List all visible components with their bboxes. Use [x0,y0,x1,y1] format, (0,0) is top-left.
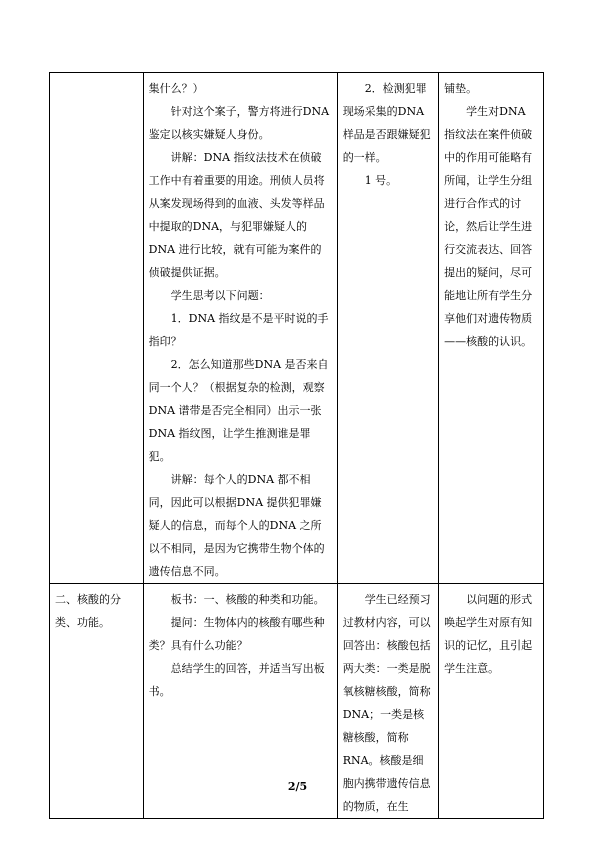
design-intent-cell [439,73,544,584]
paragraph: 总结学生的回答，并适当写出板书。 [148,662,325,698]
paragraph: 2．检测犯罪现场采集的DNA 样品是否跟嫌疑犯的一样。 [342,82,431,164]
student-activity-cell [337,73,438,584]
paragraph: 提问：生物体内的核酸有哪些种类？具有什么功能？ [148,616,325,652]
table-row [50,73,544,584]
paragraph: 以问题的形式唤起学生对原有知识的记忆，且引起学生注意。 [444,593,533,675]
paragraph: 学生已经预习过教材内容，可以回答出：核酸包括两大类：一类是脱氧核糖核酸，简称DNA；一类是核糖核酸，简称 RNA。核酸是细胞内携带遗传信息的物质，在生 [342,593,431,813]
paragraph: 铺垫。 [444,82,478,95]
page-number: 2/5 [287,780,308,793]
paragraph: 讲解：DNA 指纹法技术在侦破工作中有着重要的用途。刑侦人员将从案发现场得到的血液、头发等样品中提取的DNA，与犯罪嫌疑人的DNA 进行比较，就有可能为案件的侦破提供证据。 [148,151,325,279]
section-title: 二、核酸的分类、功能。 [55,593,121,629]
paragraph: 板书：一、核酸的种类和功能。 [170,593,325,606]
lesson-plan-table [49,72,544,819]
paragraph: 1 号。 [364,174,398,187]
paragraph: 2．怎么知道那些DNA 是否来自同一个人？（根据复杂的检测，观察DNA 谱带是否完全相同）出示一张DNA 指纹图，让学生推测谁是罪犯。 [148,358,329,463]
paragraph: 针对这个案子，警方将进行DNA 鉴定以核实嫌疑人身份。 [148,105,330,141]
paragraph: 讲解：每个人的DNA 都不相同，因此可以根据DNA 提供犯罪嫌疑人的信息，而每个人的DNA 之所以不相同，是因为它携带生物个体的遗传信息不同。 [148,473,325,578]
teacher-activity-cell [143,73,337,584]
section-cell [50,73,144,584]
paragraph: 集什么？） [148,82,204,95]
paragraph: 学生思考以下问题： [170,289,270,302]
paragraph: 1．DNA 指纹是不是平时说的手指印？ [148,312,329,348]
paragraph: 学生对DNA 指纹法在案件侦破中的作用可能略有所闻，让学生分组进行合作式的讨论，然后让学生进行交流表达、回答提出的疑问，尽可能地让所有学生分享他们对遗传物质——核酸的认识。 [444,105,533,348]
